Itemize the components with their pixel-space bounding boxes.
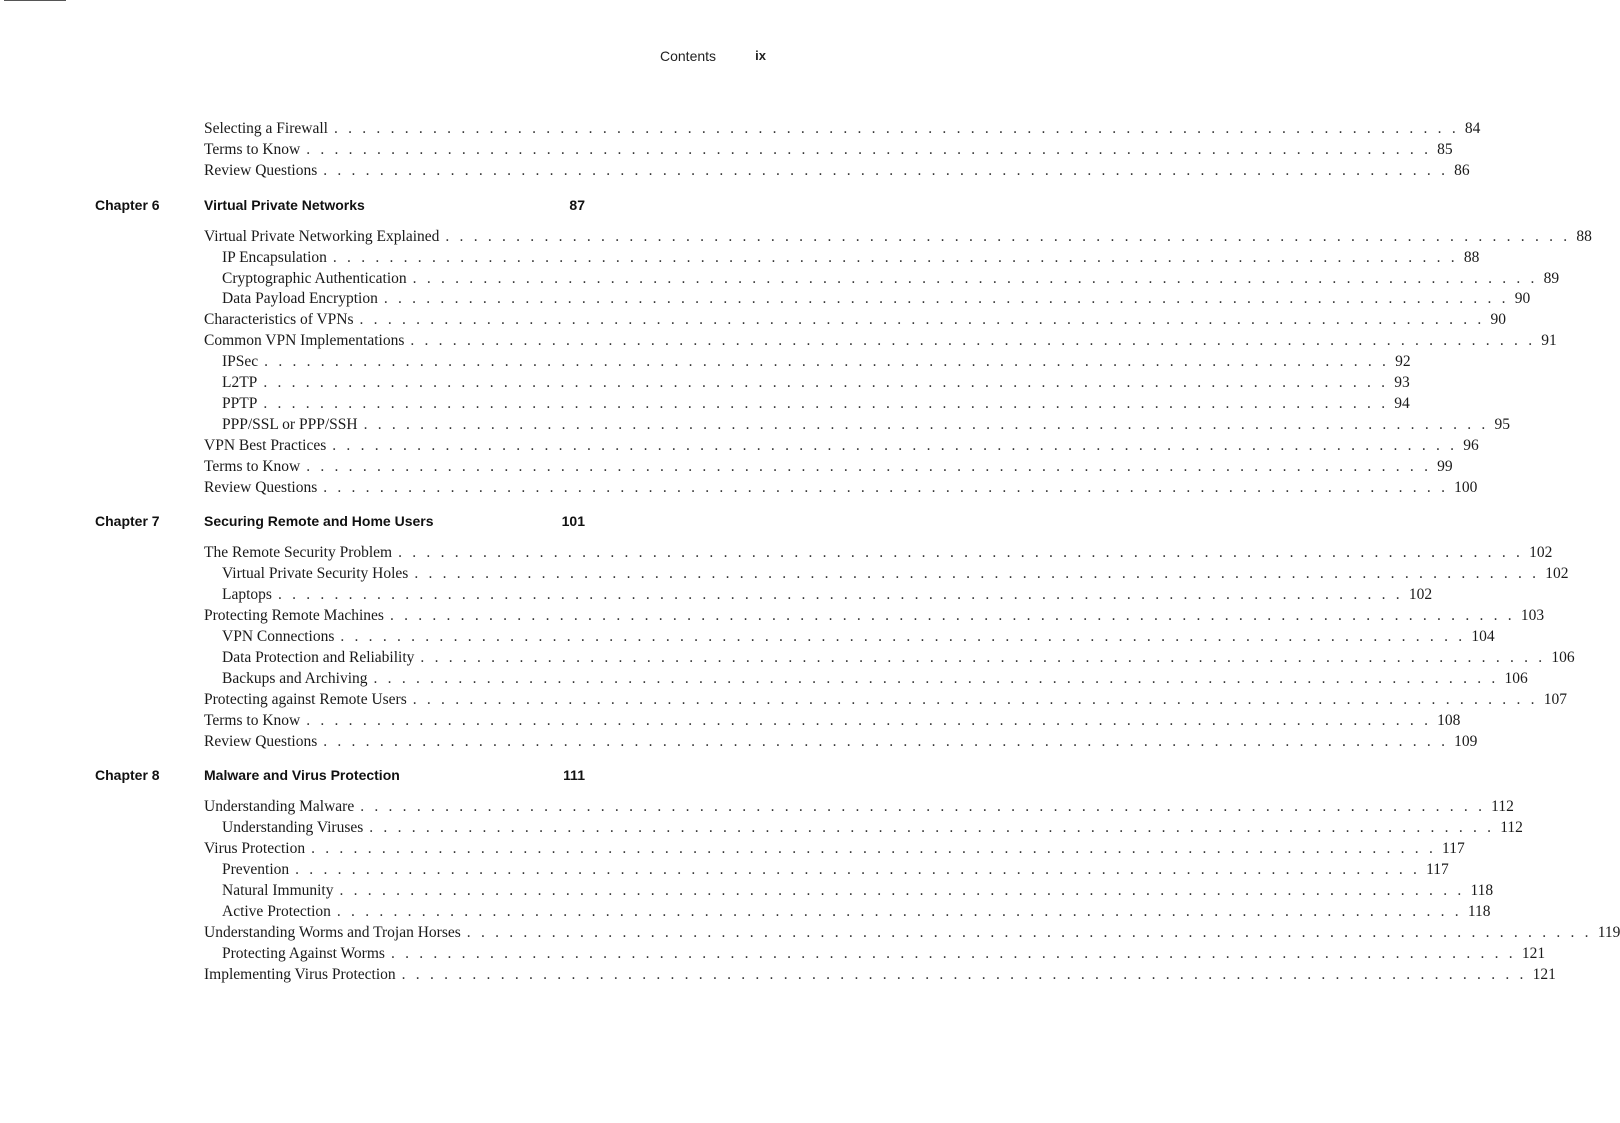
entry-page-number: 93	[1394, 374, 1410, 391]
entry-title: Terms to Know	[204, 711, 301, 729]
entry-page-number: 85	[1437, 140, 1453, 158]
dot-leader: . . . . . . . . . . . . . . . . . . . . . . . . . . . . . . . . . . . . . . . . . . . . . . . . . . . . . . . . . . . . . . . . . . . . . . . . . . . . . . . .	[306, 140, 1432, 158]
toc-subentry	[222, 882, 1494, 902]
dot-leader: . . . . . . . . . . . . . . . . . . . . . . . . . . . . . . . . . . . . . . . . . . . . . . . . . . . . . . . . . . . . . . . . . . . . . . . . . . . . . . . .	[277, 586, 1403, 604]
entry-title: Virtual Private Security Holes	[222, 565, 409, 583]
dot-leader: . . . . . . . . . . . . . . . . . . . . . . . . . . . . . . . . . . . . . . . . . . . . . . . . . . . . . . . . . . . . . . . . . . . . . . . . . . . . . . . .	[306, 457, 1432, 475]
entry-title: L2TP	[222, 374, 258, 391]
entry-title: Virtual Private Networking Explained	[204, 227, 440, 245]
dot-leader: . . . . . . . . . . . . . . . . . . . . . . . . . . . . . . . . . . . . . . . . . . . . . . . . . . . . . . . . . . . . . . . . . . . . . . . . . . . . . . . .	[390, 944, 1516, 962]
entry-title: Review Questions	[204, 732, 318, 750]
toc-entry	[204, 965, 1556, 986]
dot-leader: . . . . . . . . . . . . . . . . . . . . . . . . . . . . . . . . . . . . . . . . . . . . . . . . . . . . . . . . . . . . . . . . . . . . . . . . . . . . . . . .	[420, 648, 1546, 666]
entry-title: Common VPN Implementations	[204, 332, 405, 350]
entry-title: PPTP	[222, 394, 258, 412]
dot-leader: . . . . . . . . . . . . . . . . . . . . . . . . . . . . . . . . . . . . . . . . . . . . . . . . . . . . . . . . . . . . . . . . . . . . . . . . . . . . . . . .	[311, 840, 1437, 858]
entry-page-number: 88	[1463, 248, 1480, 266]
toc-subentry	[222, 648, 1575, 669]
entry-title: Backups and Archiving	[222, 669, 368, 687]
chapter-number: Chapter 7	[95, 513, 160, 530]
running-head	[640, 48, 770, 66]
entry-title: Laptops	[222, 586, 272, 604]
toc-subentry	[222, 248, 1480, 269]
toc-entry	[204, 311, 1506, 331]
entry-title: Understanding Worms and Trojan Horses	[204, 923, 461, 941]
toc-entry	[204, 120, 1481, 140]
chapter-title: Virtual Private Networks	[204, 196, 365, 213]
entry-page-number: 118	[1470, 882, 1494, 899]
chapter-page-number: 87	[569, 196, 585, 213]
toc-entry	[204, 436, 1479, 457]
entry-title: IPSec	[222, 353, 259, 371]
toc-subentry	[222, 394, 1410, 415]
entry-page-number: 84	[1464, 120, 1481, 137]
entry-page-number: 117	[1426, 861, 1449, 879]
toc-subentry	[222, 669, 1528, 690]
entry-page-number: 121	[1521, 944, 1546, 962]
dot-leader: . . . . . . . . . . . . . . . . . . . . . . . . . . . . . . . . . . . . . . . . . . . . . . . . . . . . . . . . . . . . . . . . . . . . . . . . . . . . . . . .	[339, 882, 1465, 899]
entry-page-number: 90	[1490, 311, 1506, 329]
entry-page-number: 103	[1520, 607, 1545, 625]
dot-leader: . . . . . . . . . . . . . . . . . . . . . . . . . . . . . . . . . . . . . . . . . . . . . . . . . . . . . . . . . . . . . . . . . . . . . . . . . . . . . . . .	[412, 690, 1538, 708]
toc-entry	[204, 544, 1553, 564]
chapter-title: Malware and Virus Protection	[204, 767, 400, 784]
entry-title: Protecting Against Worms	[222, 944, 385, 962]
entry-page-number: 109	[1454, 732, 1478, 750]
entry-title: VPN Connections	[222, 628, 335, 645]
dot-leader: . . . . . . . . . . . . . . . . . . . . . . . . . . . . . . . . . . . . . . . . . . . . . . . . . . . . . . . . . . . . . . . . . . . . . . . . . . . . . . . .	[410, 332, 1536, 350]
toc-entry	[204, 227, 1592, 248]
entry-page-number: 106	[1551, 648, 1575, 666]
toc-entry	[204, 732, 1478, 753]
entry-title: Prevention	[222, 861, 290, 879]
entry-title: Review Questions	[204, 478, 318, 496]
running-head-page-number: ix	[755, 48, 766, 63]
running-head-label: Contents	[660, 48, 717, 64]
chapter-page-number: 101	[561, 513, 585, 530]
entry-page-number: 102	[1545, 565, 1569, 583]
toc-entry	[204, 478, 1478, 499]
dot-leader: . . . . . . . . . . . . . . . . . . . . . . . . . . . . . . . . . . . . . . . . . . . . . . . . . . . . . . . . . . . . . . . . . . . . . . . . . . . . . . . .	[360, 798, 1486, 816]
dot-leader: . . . . . . . . . . . . . . . . . . . . . . . . . . . . . . . . . . . . . . . . . . . . . . . . . . . . . . . . . . . . . . . . . . . . . . . . . . . . . . . .	[263, 394, 1389, 412]
toc-entry	[204, 607, 1545, 627]
dot-leader: . . . . . . . . . . . . . . . . . . . . . . . . . . . . . . . . . . . . . . . . . . . . . . . . . . . . . . . . . . . . . . . . . . . . . . . . . . . . . . . .	[264, 353, 1390, 371]
dot-leader: . . . . . . . . . . . . . . . . . . . . . . . . . . . . . . . . . . . . . . . . . . . . . . . . . . . . . . . . . . . . . . . . . . . . . . . . . . . . . . . .	[323, 161, 1449, 179]
toc-subentry	[222, 586, 1433, 606]
entry-page-number: 92	[1395, 353, 1411, 371]
entry-page-number: 86	[1454, 161, 1470, 179]
entry-page-number: 121	[1532, 965, 1556, 983]
entry-page-number: 112	[1491, 798, 1514, 816]
entry-page-number: 89	[1543, 269, 1560, 287]
chapter-page-number: 111	[563, 767, 585, 784]
chapter-number: Chapter 8	[95, 767, 160, 784]
toc-subentry	[222, 944, 1546, 965]
chapter-title: Securing Remote and Home Users	[204, 513, 434, 530]
toc-subentry	[222, 269, 1560, 290]
entry-page-number: 90	[1514, 290, 1531, 308]
entry-page-number: 112	[1500, 819, 1523, 837]
entry-page-number: 104	[1471, 628, 1495, 645]
toc-subentry	[222, 290, 1531, 310]
toc-entry	[204, 711, 1461, 732]
chapter-heading	[95, 767, 585, 787]
entry-page-number: 117	[1442, 840, 1465, 858]
entry-title: Terms to Know	[204, 457, 301, 475]
entry-page-number: 102	[1529, 544, 1553, 562]
toc-entry	[204, 140, 1453, 161]
toc-subentry	[222, 374, 1410, 394]
entry-title: Cryptographic Authentication	[222, 269, 407, 287]
toc-subentry	[222, 861, 1449, 881]
entry-page-number: 99	[1437, 457, 1453, 475]
dot-leader: . . . . . . . . . . . . . . . . . . . . . . . . . . . . . . . . . . . . . . . . . . . . . . . . . . . . . . . . . . . . . . . . . . . . . . . . . . . . . . . .	[306, 711, 1432, 729]
entry-page-number: 102	[1408, 586, 1433, 604]
dot-leader: . . . . . . . . . . . . . . . . . . . . . . . . . . . . . . . . . . . . . . . . . . . . . . . . . . . . . . . . . . . . . . . . . . . . . . . . . . . . . . . .	[332, 436, 1458, 454]
entry-title: Active Protection	[222, 902, 331, 920]
entry-title: Review Questions	[204, 161, 318, 179]
toc-subentry	[222, 565, 1569, 585]
toc-entry	[204, 457, 1453, 478]
toc-entry	[204, 161, 1470, 182]
entry-title: The Remote Security Problem	[204, 544, 393, 562]
entry-title: Selecting a Firewall	[204, 120, 328, 137]
entry-title: IP Encapsulation	[222, 248, 327, 266]
dot-leader: . . . . . . . . . . . . . . . . . . . . . . . . . . . . . . . . . . . . . . . . . . . . . . . . . . . . . . . . . . . . . . . . . . . . . . . . . . . . . . . .	[295, 861, 1421, 879]
toc-entry	[204, 840, 1465, 860]
dot-leader: . . . . . . . . . . . . . . . . . . . . . . . . . . . . . . . . . . . . . . . . . . . . . . . . . . . . . . . . . . . . . . . . . . . . . . . . . . . . . . . .	[340, 628, 1466, 645]
toc-subentry	[222, 628, 1495, 648]
dot-leader: . . . . . . . . . . . . . . . . . . . . . . . . . . . . . . . . . . . . . . . . . . . . . . . . . . . . . . . . . . . . . . . . . . . . . . . . . . . . . . . .	[398, 544, 1524, 562]
entry-page-number: 94	[1394, 394, 1410, 412]
dot-leader: . . . . . . . . . . . . . . . . . . . . . . . . . . . . . . . . . . . . . . . . . . . . . . . . . . . . . . . . . . . . . . . . . . . . . . . . . . . . . . . .	[389, 607, 1515, 625]
entry-page-number: 118	[1467, 902, 1491, 920]
toc-entry	[204, 923, 1620, 944]
dot-leader: . . . . . . . . . . . . . . . . . . . . . . . . . . . . . . . . . . . . . . . . . . . . . . . . . . . . . . . . . . . . . . . . . . . . . . . . . . . . . . . .	[263, 374, 1389, 391]
entry-title: Characteristics of VPNs	[204, 311, 354, 329]
dot-leader: . . . . . . . . . . . . . . . . . . . . . . . . . . . . . . . . . . . . . . . . . . . . . . . . . . . . . . . . . . . . . . . . . . . . . . . . . . . . . . . .	[363, 415, 1489, 433]
dot-leader: . . . . . . . . . . . . . . . . . . . . . . . . . . . . . . . . . . . . . . . . . . . . . . . . . . . . . . . . . . . . . . . . . . . . . . . . . . . . . . . .	[383, 290, 1509, 308]
chapter-number: Chapter 6	[95, 196, 160, 213]
toc-entry	[204, 332, 1557, 352]
toc-subentry	[222, 415, 1511, 436]
dot-leader: . . . . . . . . . . . . . . . . . . . . . . . . . . . . . . . . . . . . . . . . . . . . . . . . . . . . . . . . . . . . . . . . . . . . . . . . . . . . . . . .	[401, 965, 1527, 983]
dot-leader: . . . . . . . . . . . . . . . . . . . . . . . . . . . . . . . . . . . . . . . . . . . . . . . . . . . . . . . . . . . . . . . . . . . . . . . . . . . . . . . .	[445, 227, 1571, 245]
dot-leader: . . . . . . . . . . . . . . . . . . . . . . . . . . . . . . . . . . . . . . . . . . . . . . . . . . . . . . . . . . . . . . . . . . . . . . . . . . . . . . . .	[373, 669, 1499, 687]
dot-leader: . . . . . . . . . . . . . . . . . . . . . . . . . . . . . . . . . . . . . . . . . . . . . . . . . . . . . . . . . . . . . . . . . . . . . . . . . . . . . . . .	[336, 902, 1462, 920]
entry-page-number: 100	[1454, 478, 1478, 496]
entry-title: Terms to Know	[204, 140, 301, 158]
toc-entry	[204, 798, 1514, 818]
entry-page-number: 91	[1541, 332, 1557, 350]
toc-entry	[204, 690, 1567, 711]
entry-page-number: 108	[1437, 711, 1461, 729]
chapter-heading	[95, 513, 585, 533]
entry-title: Data Protection and Reliability	[222, 648, 415, 666]
dot-leader: . . . . . . . . . . . . . . . . . . . . . . . . . . . . . . . . . . . . . . . . . . . . . . . . . . . . . . . . . . . . . . . . . . . . . . . . . . . . . . . .	[323, 478, 1449, 496]
dot-leader: . . . . . . . . . . . . . . . . . . . . . . . . . . . . . . . . . . . . . . . . . . . . . . . . . . . . . . . . . . . . . . . . . . . . . . . . . . . . . . . .	[466, 923, 1592, 941]
entry-page-number: 88	[1576, 227, 1592, 245]
entry-page-number: 107	[1543, 690, 1567, 708]
crop-mark	[4, 0, 66, 1]
entry-page-number: 95	[1494, 415, 1511, 433]
entry-title: Virus Protection	[204, 840, 306, 858]
entry-title: Natural Immunity	[222, 882, 334, 899]
entry-title: Implementing Virus Protection	[204, 965, 396, 983]
dot-leader: . . . . . . . . . . . . . . . . . . . . . . . . . . . . . . . . . . . . . . . . . . . . . . . . . . . . . . . . . . . . . . . . . . . . . . . . . . . . . . . .	[412, 269, 1538, 287]
toc-subentry	[222, 902, 1491, 923]
entry-page-number: 96	[1463, 436, 1479, 454]
toc-subentry	[222, 353, 1411, 373]
entry-title: Data Payload Encryption	[222, 290, 378, 308]
dot-leader: . . . . . . . . . . . . . . . . . . . . . . . . . . . . . . . . . . . . . . . . . . . . . . . . . . . . . . . . . . . . . . . . . . . . . . . . . . . . . . . .	[369, 819, 1495, 837]
entry-title: Protecting against Remote Users	[204, 690, 407, 708]
dot-leader: . . . . . . . . . . . . . . . . . . . . . . . . . . . . . . . . . . . . . . . . . . . . . . . . . . . . . . . . . . . . . . . . . . . . . . . . . . . . . . . .	[332, 248, 1458, 266]
entry-title: PPP/SSL or PPP/SSH	[222, 415, 358, 433]
dot-leader: . . . . . . . . . . . . . . . . . . . . . . . . . . . . . . . . . . . . . . . . . . . . . . . . . . . . . . . . . . . . . . . . . . . . . . . . . . . . . . . .	[323, 732, 1449, 750]
dot-leader: . . . . . . . . . . . . . . . . . . . . . . . . . . . . . . . . . . . . . . . . . . . . . . . . . . . . . . . . . . . . . . . . . . . . . . . . . . . . . . . .	[359, 311, 1485, 329]
entry-title: Protecting Remote Machines	[204, 607, 384, 625]
entry-title: Understanding Malware	[204, 798, 355, 816]
entry-page-number: 119	[1597, 923, 1620, 941]
entry-title: VPN Best Practices	[204, 436, 327, 454]
entry-page-number: 106	[1504, 669, 1528, 687]
toc-subentry	[222, 819, 1523, 839]
chapter-heading	[95, 197, 585, 217]
entry-title: Understanding Viruses	[222, 819, 364, 837]
dot-leader: . . . . . . . . . . . . . . . . . . . . . . . . . . . . . . . . . . . . . . . . . . . . . . . . . . . . . . . . . . . . . . . . . . . . . . . . . . . . . . . .	[414, 565, 1540, 583]
dot-leader: . . . . . . . . . . . . . . . . . . . . . . . . . . . . . . . . . . . . . . . . . . . . . . . . . . . . . . . . . . . . . . . . . . . . . . . . . . . . . . . .	[333, 120, 1459, 137]
